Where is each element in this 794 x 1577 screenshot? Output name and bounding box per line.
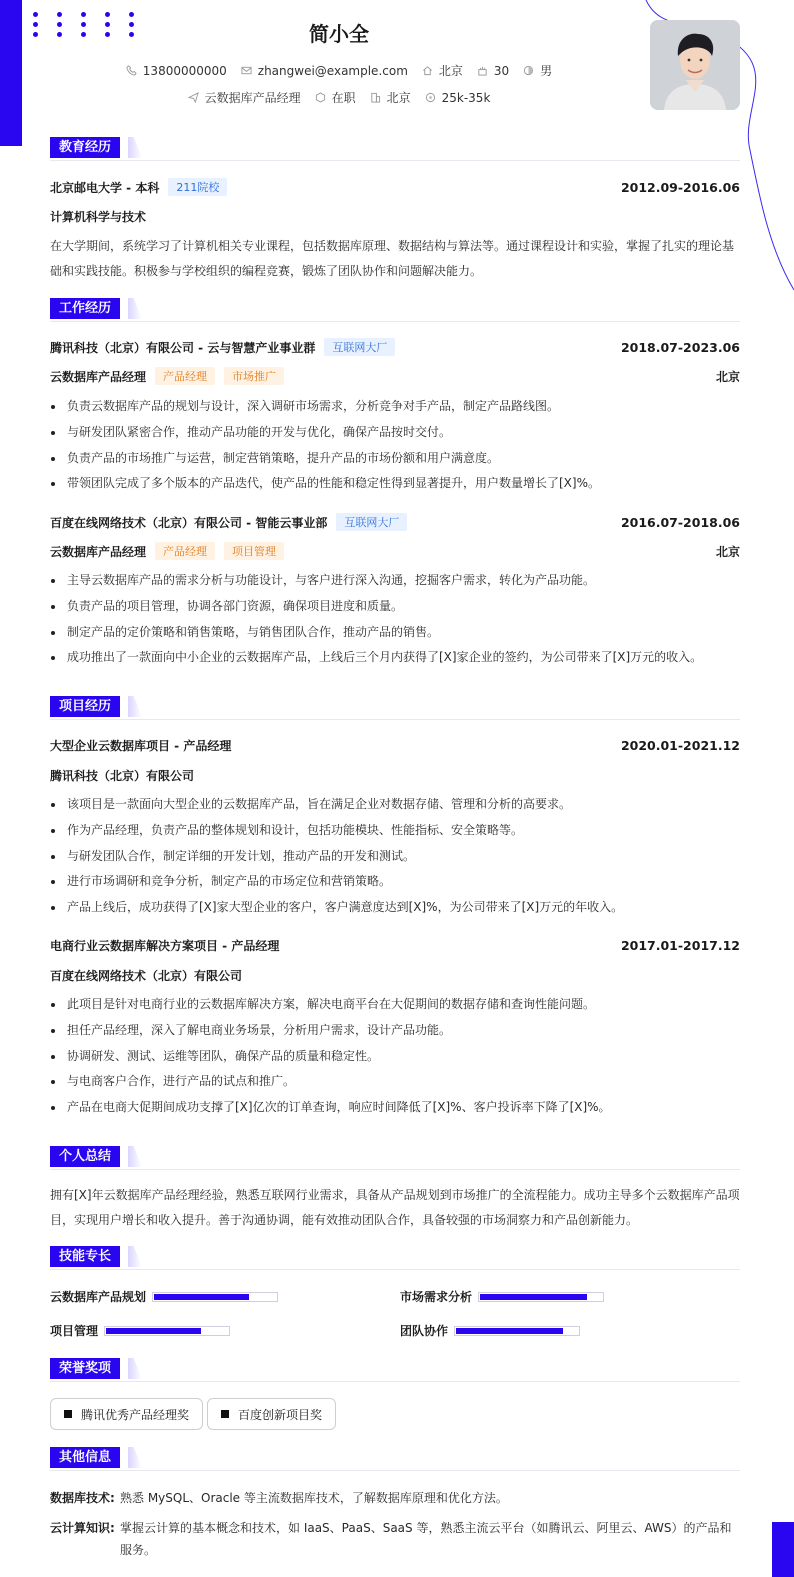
section-summary-label: 个人总结 <box>50 1146 120 1167</box>
phone-item <box>126 62 227 79</box>
section-awards <box>50 1358 740 1382</box>
skill-fill <box>154 1294 249 1300</box>
project-1-org: 腾讯科技（北京）有限公司 <box>50 769 195 783</box>
award-chip-1 <box>50 1398 203 1430</box>
avatar <box>650 20 740 110</box>
skill-fill <box>480 1294 587 1300</box>
work-2-role-row <box>50 542 740 560</box>
section-other-label: 其他信息 <box>50 1447 120 1468</box>
education-major-row <box>50 208 740 225</box>
section-education-label: 教育经历 <box>50 137 120 158</box>
award-text: 腾讯优秀产品经理奖 <box>81 1407 190 1422</box>
list-item: 担任产品经理，深入了解电商业务场景，分析用户需求，设计产品功能。 <box>50 1018 740 1044</box>
skill-3 <box>50 1322 230 1339</box>
other-value: 掌握云计算的基本概念和技术，如 IaaS、PaaS、SaaS 等，熟悉主流云平台（如腾讯云、阿里云、AWS）的产品和服务。 <box>120 1521 732 1557</box>
other-value: 熟悉 MySQL、Oracle 等主流数据库技术，了解数据库原理和优化方法。 <box>120 1491 508 1505</box>
list-item: 作为产品经理，负责产品的整体规划和设计，包括功能模块、性能指标、安全策略等。 <box>50 818 740 844</box>
work-1-header <box>50 338 740 356</box>
school-name: 北京邮电大学 - 本科 <box>50 180 160 195</box>
work-1-tag-1: 产品经理 <box>155 367 215 385</box>
education-major: 计算机科学与技术 <box>50 210 147 224</box>
work-2-company: 百度在线网络技术（北京）有限公司 - 智能云事业部 <box>50 515 328 530</box>
work-2-tag-1: 产品经理 <box>155 542 215 560</box>
work-1-city: 北京 <box>715 369 740 384</box>
target-city-text: 北京 <box>386 91 411 105</box>
school-tag: 211院校 <box>168 178 227 196</box>
contact-row <box>0 62 678 79</box>
section-skills <box>50 1246 740 1270</box>
phone-icon <box>126 65 137 76</box>
email-text: zhangwei@example.com <box>257 63 408 78</box>
list-item: 产品上线后，成功获得了[X]家大型企业的客户，客户满意度达到[X]%，为公司带来了[X]万元的年收入。 <box>50 895 740 921</box>
skill-name: 项目管理 <box>50 1324 99 1338</box>
building-icon <box>370 92 381 103</box>
list-item: 主导云数据库产品的需求分析与功能设计，与客户进行深入沟通，挖掘客户需求，转化为产品功能。 <box>50 568 740 594</box>
work-2-bullets <box>50 568 740 671</box>
skill-name: 团队协作 <box>400 1324 449 1338</box>
work-2-company-tag: 互联网大厂 <box>336 513 407 531</box>
work-2-title: 云数据库产品经理 <box>50 544 147 559</box>
award-chip-2 <box>207 1398 336 1430</box>
list-item: 与研发团队紧密合作，推动产品功能的开发与优化，确保产品按时交付。 <box>50 420 740 446</box>
skill-bar <box>152 1292 278 1302</box>
project-2-org: 百度在线网络技术（北京）有限公司 <box>50 969 243 983</box>
work-1-company: 腾讯科技（北京）有限公司 - 云与智慧产业事业群 <box>50 340 316 355</box>
list-item: 该项目是一款面向大型企业的云数据库产品，旨在满足企业对数据存储、管理和分析的高要求。 <box>50 792 740 818</box>
summary-text: 拥有[X]年云数据库产品经理经验，熟悉互联网行业需求，具备从产品规划到市场推广的全流程能力。成功主导多个云数据库产品项目，实现用户增长和收入提升。善于沟通协调，能有效推动团队合作，具备较强的市场洞察力和产品创新能力。 <box>50 1188 740 1227</box>
candidate-name: 简小全 <box>309 22 369 46</box>
section-awards-label: 荣誉奖项 <box>50 1358 120 1379</box>
list-item: 带领团队完成了多个版本的产品迭代，使产品的性能和稳定性得到显著提升，用户数量增长了[X]%。 <box>50 471 740 497</box>
list-item: 与研发团队合作，制定详细的开发计划，推动产品的开发和测试。 <box>50 844 740 870</box>
gender-text: 男 <box>540 64 553 78</box>
work-2-date: 2016.07-2018.06 <box>620 514 740 530</box>
square-icon <box>64 1410 72 1418</box>
status-icon <box>315 92 326 103</box>
work-2-tag-2: 项目管理 <box>224 542 284 560</box>
list-item: 进行市场调研和竞争分析，制定产品的市场定位和营销策略。 <box>50 869 740 895</box>
job-target-item <box>188 89 301 106</box>
project-2-date: 2017.01-2017.12 <box>620 938 740 953</box>
list-item: 负责产品的市场推广与运营，制定营销策略，提升产品的市场份额和用户满意度。 <box>50 446 740 472</box>
project-2-header <box>50 937 740 954</box>
project-1-bullets <box>50 792 740 921</box>
target-city-item <box>370 89 411 106</box>
work-1-date: 2018.07-2023.06 <box>620 339 740 355</box>
square-icon <box>221 1410 229 1418</box>
list-item: 此项目是针对电商行业的云数据库解决方案，解决电商平台在大促期间的数据存储和查询性能问题。 <box>50 992 740 1018</box>
skill-name: 市场需求分析 <box>400 1290 473 1304</box>
other-item-1 <box>50 1487 740 1509</box>
section-work-label: 工作经历 <box>50 298 120 319</box>
work-1-title: 云数据库产品经理 <box>50 369 147 384</box>
decor-right-bar <box>772 1522 794 1577</box>
section-projects <box>50 696 740 720</box>
skill-1 <box>50 1288 278 1305</box>
list-item: 与电商客户合作，进行产品的试点和推广。 <box>50 1069 740 1095</box>
award-text: 百度创新项目奖 <box>238 1407 323 1422</box>
status-text: 在职 <box>331 91 356 105</box>
gender-icon <box>523 65 534 76</box>
education-date: 2012.09-2016.06 <box>620 179 740 195</box>
list-item: 产品在电商大促期间成功支撑了[X]亿次的订单查询，响应时间降低了[X]%、客户投诉率下降了[X]%。 <box>50 1095 740 1121</box>
project-1-org-row <box>50 767 740 784</box>
list-item: 成功推出了一款面向中小企业的云数据库产品，上线后三个月内获得了[X]家企业的签约，为公司带来了[X]万元的收入。 <box>50 645 740 671</box>
work-1-role-row <box>50 367 740 385</box>
project-1-name: 大型企业云数据库项目 - 产品经理 <box>50 739 232 753</box>
skill-bar <box>478 1292 604 1302</box>
status-item <box>315 89 356 106</box>
resume-header <box>0 0 794 120</box>
list-item: 负责云数据库产品的规划与设计，深入调研市场需求，分析竞争对手产品，制定产品路线图。 <box>50 394 740 420</box>
education-header <box>50 178 740 196</box>
age-item <box>477 62 509 79</box>
project-1-date: 2020.01-2021.12 <box>620 738 740 753</box>
section-work <box>50 298 740 322</box>
salary-item <box>425 89 491 106</box>
other-item-2 <box>50 1517 740 1561</box>
skill-fill <box>456 1328 563 1334</box>
section-education <box>50 137 740 161</box>
section-projects-label: 项目经历 <box>50 696 120 717</box>
work-1-company-tag: 互联网大厂 <box>324 338 395 356</box>
work-1-tag-2: 市场推广 <box>224 367 284 385</box>
skill-bar <box>104 1326 230 1336</box>
home-icon <box>422 65 433 76</box>
education-description: 在大学期间，系统学习了计算机相关专业课程，包括数据库原理、数据结构与算法等。通过课程设计和实验，掌握了扎实的理论基础和实践技能。积极参与学校组织的编程竞赛，锻炼了团队协作和问题解决能力。 <box>50 239 735 278</box>
email-item <box>241 62 408 79</box>
age-icon <box>477 65 488 76</box>
job-target-text: 云数据库产品经理 <box>204 91 301 105</box>
list-item: 制定产品的定价策略和销售策略，与销售团队合作，推动产品的销售。 <box>50 620 740 646</box>
project-2-name: 电商行业云数据库解决方案项目 - 产品经理 <box>50 939 280 953</box>
skill-2 <box>400 1288 604 1305</box>
list-item: 协调研发、测试、运维等团队，确保产品的质量和稳定性。 <box>50 1044 740 1070</box>
location-text: 北京 <box>438 64 463 78</box>
section-other <box>50 1447 740 1471</box>
email-icon <box>241 65 252 76</box>
skill-fill <box>106 1328 201 1334</box>
project-1-header <box>50 737 740 754</box>
other-key: 数据库技术: <box>50 1491 115 1505</box>
job-row <box>0 89 678 106</box>
project-2-bullets <box>50 992 740 1121</box>
send-icon <box>188 92 199 103</box>
other-key: 云计算知识: <box>50 1521 115 1535</box>
list-item: 负责产品的项目管理，协调各部门资源，确保项目进度和质量。 <box>50 594 740 620</box>
skill-4 <box>400 1322 580 1339</box>
phone-text: 13800000000 <box>142 63 227 78</box>
location-item <box>422 62 463 79</box>
salary-icon <box>425 92 436 103</box>
gender-item <box>523 62 552 79</box>
skill-bar <box>454 1326 580 1336</box>
project-2-org-row <box>50 967 740 984</box>
section-skills-label: 技能专长 <box>50 1246 120 1267</box>
skill-name: 云数据库产品规划 <box>50 1290 147 1304</box>
age-text: 30 <box>493 63 510 78</box>
work-2-city: 北京 <box>715 544 740 559</box>
salary-text: 25k-35k <box>441 90 491 105</box>
section-summary <box>50 1146 740 1170</box>
work-2-header <box>50 513 740 531</box>
work-1-bullets <box>50 394 740 497</box>
